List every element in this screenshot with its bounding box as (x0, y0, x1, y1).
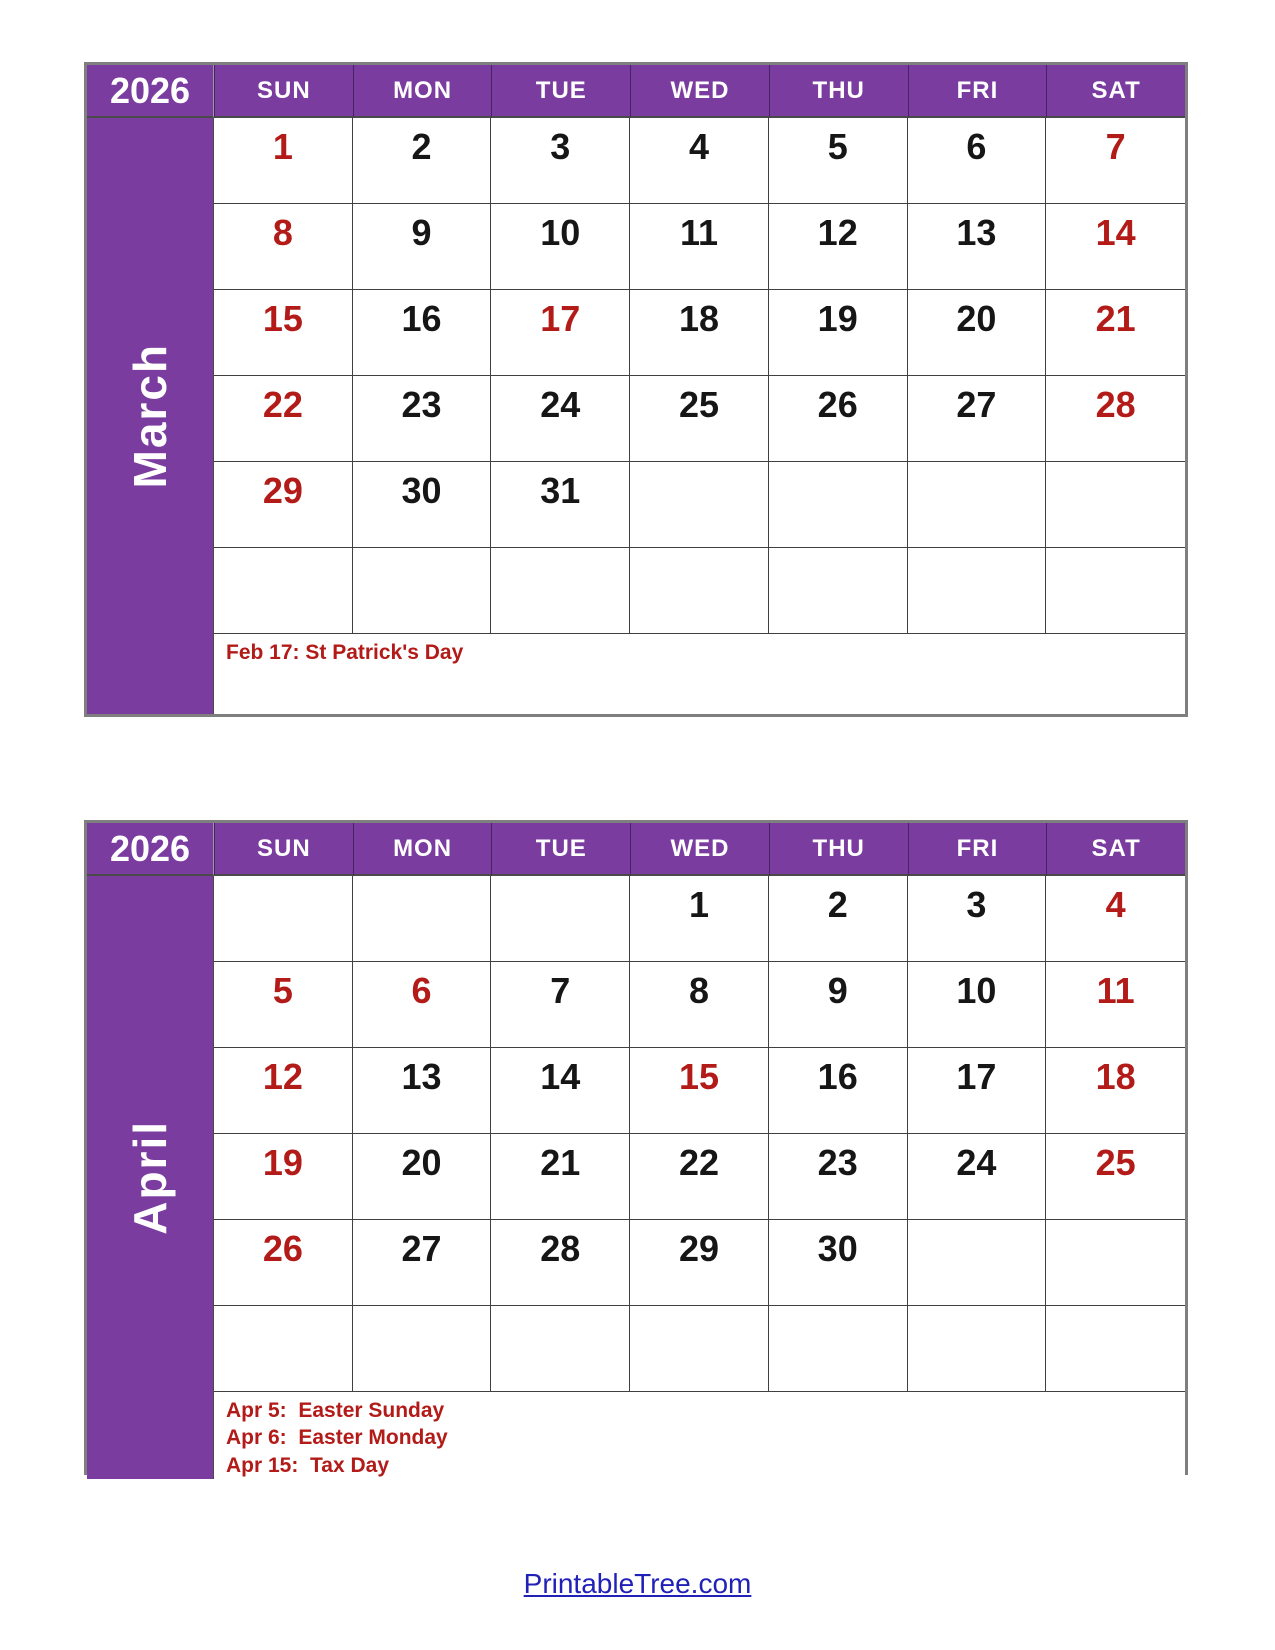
date-march-14: 14 (1046, 204, 1185, 290)
day-header-fri: FRI (908, 823, 1047, 876)
day-header-thu: THU (769, 65, 908, 118)
day-header-wed: WED (630, 823, 769, 876)
day-header-sun: SUN (214, 823, 353, 876)
date-cell-empty (214, 548, 353, 634)
day-header-mon: MON (353, 823, 492, 876)
date-cell-empty (1046, 1220, 1185, 1306)
date-april-1: 1 (630, 876, 769, 962)
date-cell-empty (769, 1306, 908, 1392)
date-april-14: 14 (491, 1048, 630, 1134)
month-sidebar (87, 118, 214, 714)
calendar-march (84, 62, 1188, 717)
date-march-13: 13 (908, 204, 1047, 290)
day-header-sat: SAT (1046, 65, 1185, 118)
day-header-thu: THU (769, 823, 908, 876)
footer (0, 1568, 1275, 1600)
date-cell-empty (1046, 548, 1185, 634)
date-march-11: 11 (630, 204, 769, 290)
date-cell-empty (353, 548, 492, 634)
date-march-23: 23 (353, 376, 492, 462)
date-cell-empty (630, 548, 769, 634)
date-march-28: 28 (1046, 376, 1185, 462)
date-cell-empty (1046, 462, 1185, 548)
date-march-17: 17 (491, 290, 630, 376)
date-march-18: 18 (630, 290, 769, 376)
date-april-20: 20 (353, 1134, 492, 1220)
date-march-4: 4 (630, 118, 769, 204)
date-april-17: 17 (908, 1048, 1047, 1134)
date-april-8: 8 (630, 962, 769, 1048)
date-april-27: 27 (353, 1220, 492, 1306)
date-cell-empty (908, 548, 1047, 634)
date-april-15: 15 (630, 1048, 769, 1134)
date-april-16: 16 (769, 1048, 908, 1134)
notes-cell (214, 634, 1185, 714)
date-march-22: 22 (214, 376, 353, 462)
date-cell-empty (769, 548, 908, 634)
holiday-note: Apr 5: Easter Sunday (226, 1399, 445, 1422)
date-cell-empty (214, 1306, 353, 1392)
day-header-tue: TUE (491, 65, 630, 118)
date-april-9: 9 (769, 962, 908, 1048)
date-april-7: 7 (491, 962, 630, 1048)
notes-cell (214, 1392, 1185, 1479)
day-header-tue: TUE (491, 823, 630, 876)
date-april-12: 12 (214, 1048, 353, 1134)
date-cell-empty (630, 1306, 769, 1392)
month-name: March (124, 343, 176, 489)
date-march-12: 12 (769, 204, 908, 290)
holiday-note: Feb 17: St Patrick's Day (226, 641, 464, 664)
date-april-21: 21 (491, 1134, 630, 1220)
date-cell-empty (353, 876, 492, 962)
date-march-2: 2 (353, 118, 492, 204)
year-label: 2026 (87, 65, 214, 118)
date-march-25: 25 (630, 376, 769, 462)
date-april-25: 25 (1046, 1134, 1185, 1220)
date-march-5: 5 (769, 118, 908, 204)
day-header-fri: FRI (908, 65, 1047, 118)
date-cell-empty (214, 876, 353, 962)
date-march-3: 3 (491, 118, 630, 204)
date-april-6: 6 (353, 962, 492, 1048)
date-march-7: 7 (1046, 118, 1185, 204)
date-march-29: 29 (214, 462, 353, 548)
day-header-mon: MON (353, 65, 492, 118)
date-cell-empty (491, 876, 630, 962)
date-march-20: 20 (908, 290, 1047, 376)
day-header-wed: WED (630, 65, 769, 118)
date-april-2: 2 (769, 876, 908, 962)
date-april-24: 24 (908, 1134, 1047, 1220)
date-april-3: 3 (908, 876, 1047, 962)
date-cell-empty (1046, 1306, 1185, 1392)
date-march-8: 8 (214, 204, 353, 290)
date-march-16: 16 (353, 290, 492, 376)
date-march-27: 27 (908, 376, 1047, 462)
date-april-13: 13 (353, 1048, 492, 1134)
month-sidebar (87, 876, 214, 1479)
date-cell-empty (908, 1306, 1047, 1392)
date-cell-empty (908, 1220, 1047, 1306)
date-march-21: 21 (1046, 290, 1185, 376)
day-header-sun: SUN (214, 65, 353, 118)
date-march-31: 31 (491, 462, 630, 548)
date-march-19: 19 (769, 290, 908, 376)
date-april-28: 28 (491, 1220, 630, 1306)
date-cell-empty (908, 462, 1047, 548)
date-april-30: 30 (769, 1220, 908, 1306)
holiday-note: Apr 6: Easter Monday (226, 1426, 448, 1450)
date-april-29: 29 (630, 1220, 769, 1306)
date-march-26: 26 (769, 376, 908, 462)
date-cell-empty (769, 462, 908, 548)
printabletree-link[interactable]: PrintableTree.com (523, 1568, 752, 1599)
date-april-22: 22 (630, 1134, 769, 1220)
holiday-note: Apr 15: Tax Day (226, 1453, 390, 1477)
day-header-sat: SAT (1046, 823, 1185, 876)
date-march-30: 30 (353, 462, 492, 548)
date-april-10: 10 (908, 962, 1047, 1048)
year-label: 2026 (87, 823, 214, 876)
date-april-19: 19 (214, 1134, 353, 1220)
date-april-26: 26 (214, 1220, 353, 1306)
date-march-6: 6 (908, 118, 1047, 204)
date-april-23: 23 (769, 1134, 908, 1220)
date-april-11: 11 (1046, 962, 1185, 1048)
date-march-24: 24 (491, 376, 630, 462)
date-cell-empty (353, 1306, 492, 1392)
calendar-april (84, 820, 1188, 1475)
date-march-9: 9 (353, 204, 492, 290)
date-april-4: 4 (1046, 876, 1185, 962)
date-cell-empty (630, 462, 769, 548)
date-cell-empty (491, 1306, 630, 1392)
date-april-18: 18 (1046, 1048, 1185, 1134)
date-march-1: 1 (214, 118, 353, 204)
date-april-5: 5 (214, 962, 353, 1048)
date-cell-empty (491, 548, 630, 634)
month-name: April (124, 1120, 176, 1235)
date-march-10: 10 (491, 204, 630, 290)
date-march-15: 15 (214, 290, 353, 376)
